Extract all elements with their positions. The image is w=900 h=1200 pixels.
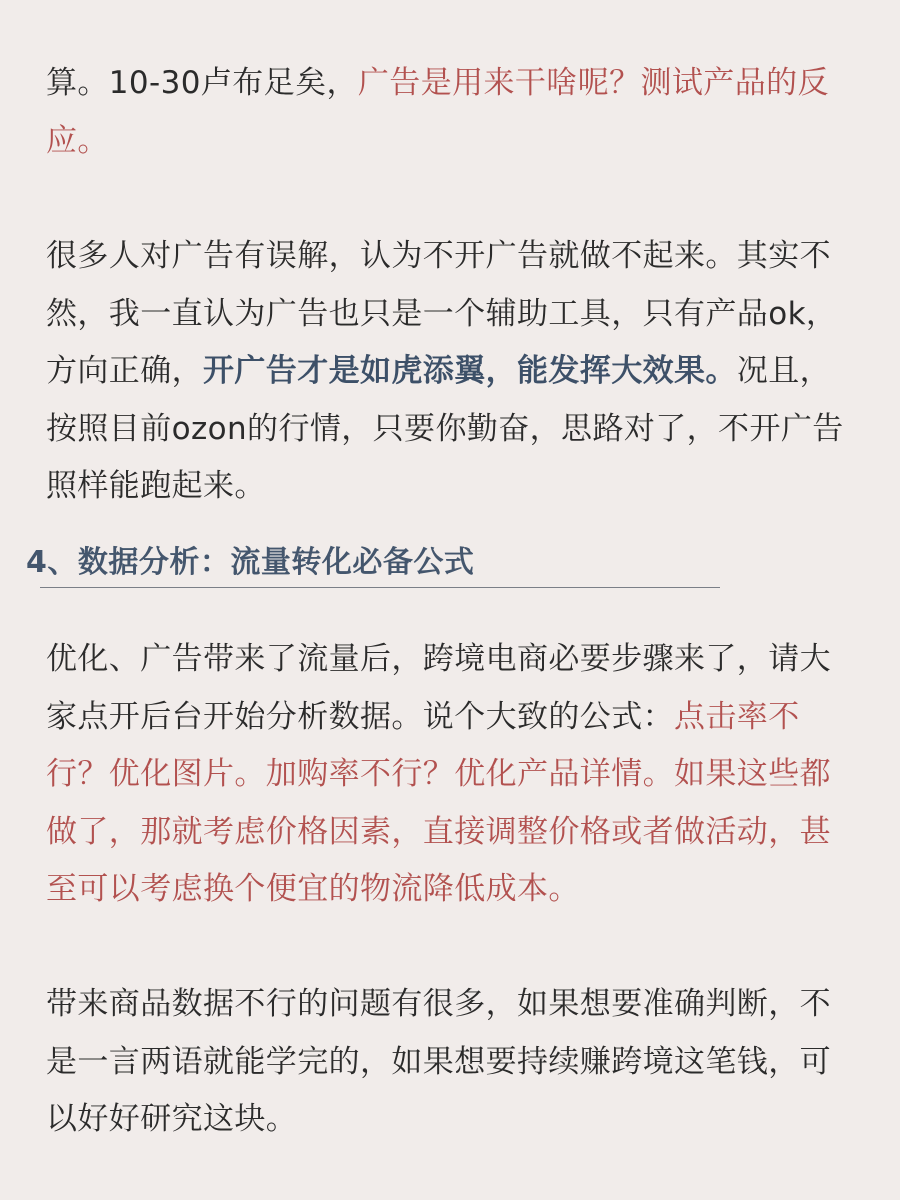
heading-underline	[40, 587, 720, 588]
paragraph-text: 算。10-30卢布足矣，	[46, 65, 358, 101]
paragraph-text: 优化、广告带来了流量后，跨境电商必要步骤来了，请大家点开后台开始分析数据。说个大致的公式：	[46, 641, 831, 735]
paragraph-ad-misunderstanding	[46, 228, 856, 516]
paragraph-conclusion	[46, 976, 856, 1149]
paragraph-text: 很多人对广告有误解，认为不开广告就做不起来。其实不然，我一直认为广告也只是一个辅助工具，只有产品ok，方向正确，	[46, 238, 838, 389]
paragraph-text: 况且，按照目前ozon的行情，只要你勤奋，思路对了，不开广告照样能跑起来。	[46, 353, 844, 504]
emphasis-text: 开广告才是如虎添翼，能发挥大效果。	[203, 353, 737, 389]
highlight-text: 点击率不行？优化图片。加购率不行？优化产品详情。如果这些都做了，那就考虑价格因素，直接调整价格或者做活动，甚至可以考虑换个便宜的物流降低成本。	[46, 698, 831, 907]
highlight-text: 广告是用来干啥呢？测试产品的反应。	[46, 65, 829, 159]
paragraph-data-analysis	[46, 631, 856, 919]
paragraph-ad-cost	[46, 55, 856, 170]
section-heading: 4、数据分析：流量转化必备公式	[26, 545, 475, 580]
paragraph-text: 带来商品数据不行的问题有很多，如果想要准确判断，不是一言两语就能学完的，如果想要持续赚跨境这笔钱，可以好好研究这块。	[46, 986, 831, 1137]
